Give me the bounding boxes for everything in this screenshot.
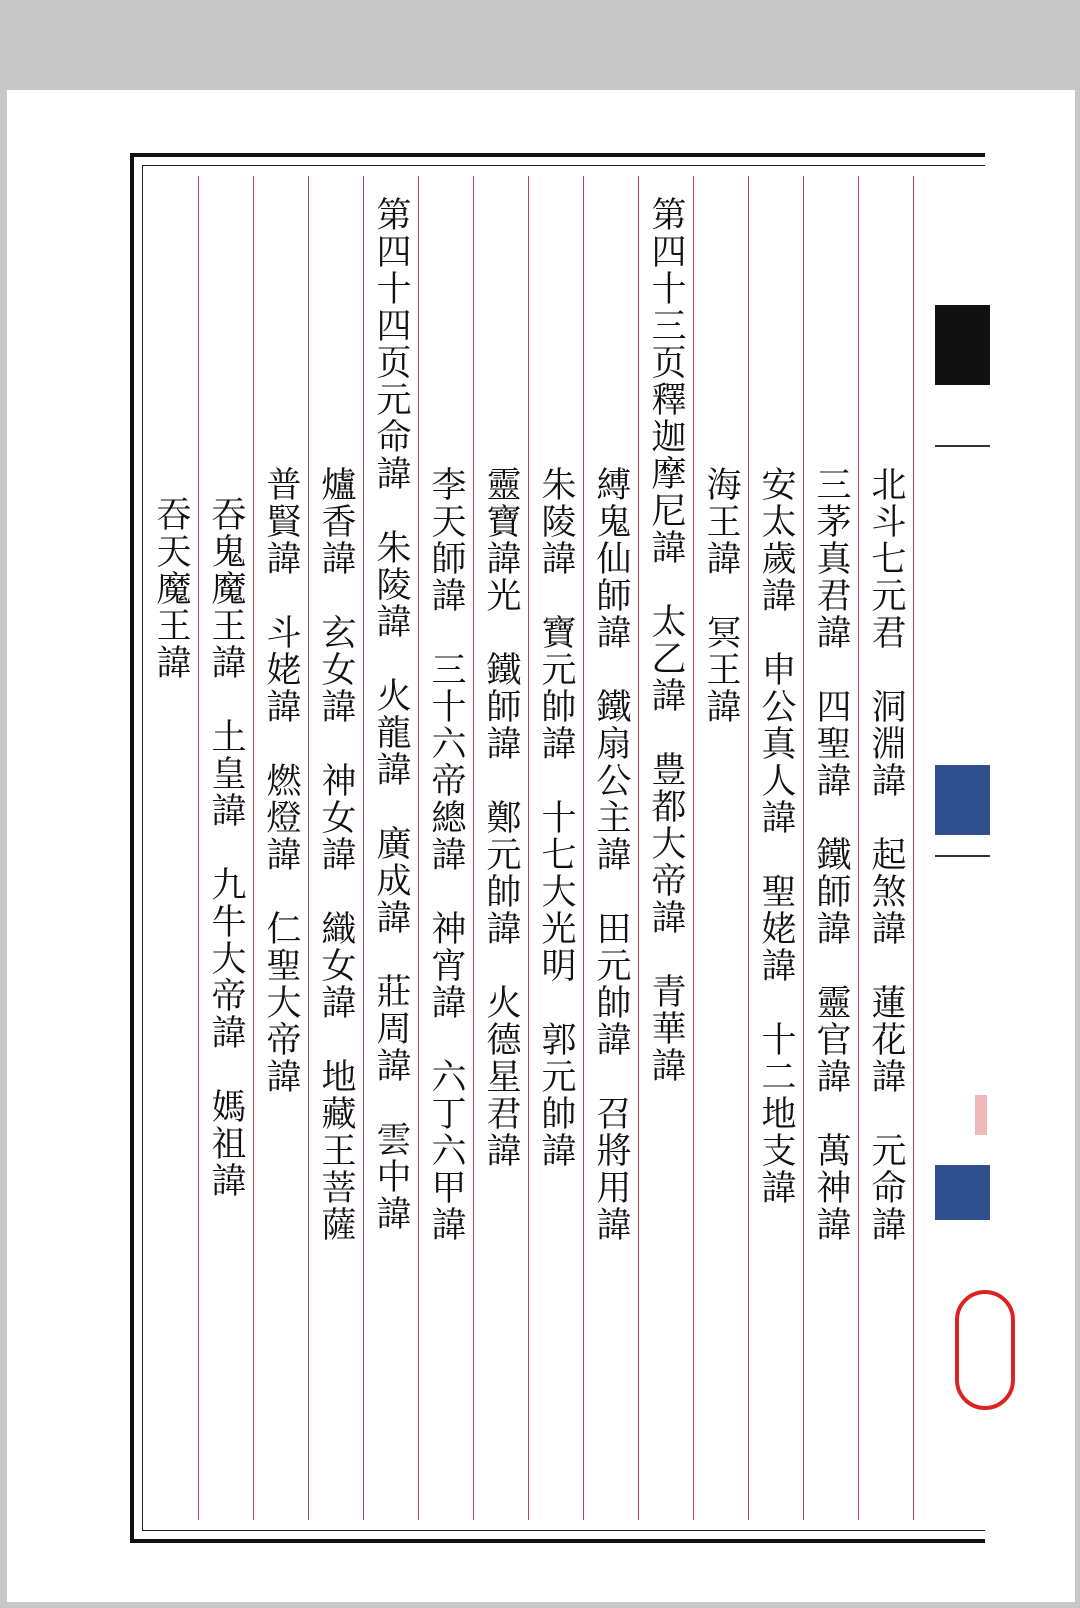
column-rule xyxy=(363,176,364,1520)
seal-fragment xyxy=(975,1095,987,1135)
column-rule xyxy=(858,176,859,1520)
column-rule xyxy=(748,176,749,1520)
cover-edge-blue-band xyxy=(935,1165,990,1220)
column-rule xyxy=(913,176,914,1520)
column-rule xyxy=(308,176,309,1520)
column-rule xyxy=(473,176,474,1520)
cover-edge-blue-band xyxy=(935,765,990,835)
page-border-frame xyxy=(130,153,985,1543)
text-column-3: 安太歲諱 申公真人諱 聖姥諱 十二地支諱 xyxy=(756,466,796,1206)
column-rule xyxy=(253,176,254,1520)
column-rule xyxy=(198,176,199,1520)
text-column-1: 北斗七元君 洞淵諱 起煞諱 蓮花諱 元命諱 xyxy=(866,466,906,1243)
text-column-12: 普賢諱 斗姥諱 燃燈諱 仁聖大帝諱 xyxy=(261,466,301,1095)
text-column-4: 海王諱 冥王諱 xyxy=(701,466,741,725)
cover-edge-strip xyxy=(935,295,990,1410)
cover-edge-line xyxy=(935,445,990,447)
text-column-7: 朱陵諱 寶元帥諱 十七大光明 郭元帥諱 xyxy=(536,466,576,1169)
column-rule xyxy=(583,176,584,1520)
text-column-5: 第四十三页釋迦摩尼諱 太乙諱 豊都大帝諱 青華諱 xyxy=(646,196,686,1084)
cover-edge-line xyxy=(935,855,990,857)
column-rule xyxy=(693,176,694,1520)
text-column-9: 李天師諱 三十六帝總諱 神宵諱 六丁六甲諱 xyxy=(426,466,466,1243)
text-column-2: 三茅真君諱 四聖諱 鐵師諱 靈官諱 萬神諱 xyxy=(811,466,851,1243)
cover-edge-dark-band xyxy=(935,305,990,385)
text-column-13: 吞鬼魔王諱 土皇諱 九牛大帝諱 媽祖諱 xyxy=(206,496,246,1199)
column-rule xyxy=(638,176,639,1520)
text-column-14: 吞天魔王諱 xyxy=(151,496,191,681)
column-rule xyxy=(803,176,804,1520)
red-seal-stamp xyxy=(955,1290,1015,1410)
text-column-10: 第四十四页元命諱 朱陵諱 火龍諱 廣成諱 莊周諱 雲中諱 xyxy=(371,196,411,1232)
text-column-6: 縛鬼仙師諱 鐵扇公主諱 田元帥諱 召將用諱 xyxy=(591,466,631,1243)
column-rule xyxy=(528,176,529,1520)
page-inner-border xyxy=(142,165,985,1531)
text-column-11: 爐香諱 玄女諱 神女諱 織女諱 地藏王菩薩 xyxy=(316,466,356,1243)
text-column-8: 靈寶諱光 鐵師諱 鄭元帥諱 火德星君諱 xyxy=(481,466,521,1169)
column-rule xyxy=(418,176,419,1520)
